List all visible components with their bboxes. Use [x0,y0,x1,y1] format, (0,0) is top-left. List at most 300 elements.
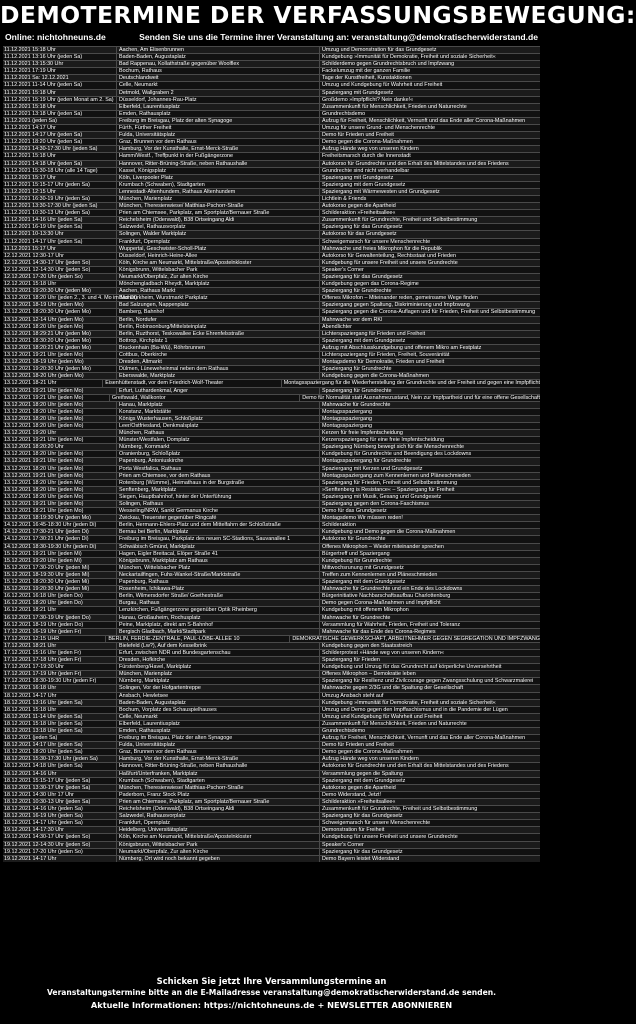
table-row [3,245,540,252]
table-row [3,181,540,188]
table-row [3,741,540,748]
event-datetime: 13.12.2021 18:30:20 Uhr (jeden Mo) [3,338,117,344]
event-datetime: 17.12.2021 18:21 Uhr [3,643,117,649]
event-datetime: 18.12.2021 14:17 Uhr (jeden Sa) [3,742,117,748]
table-row [3,408,540,415]
event-location: Baden-Baden, Augustaplatz [117,54,320,60]
event-description: Spaziergang für Grundrechte [322,288,392,295]
event-location: Prien am Chiemsee, Parkplatz, am Sportplatz/Bernauer Straße [117,799,320,805]
event-datetime: 13.12.2021 18:19:30 Uhr (jeden Mo) [3,515,117,521]
table-row [3,642,540,649]
event-description: Autokorso gegen die Apartheid [322,784,396,791]
event-location: München, Marienplatz [117,671,320,677]
event-location: Solingen, Vor der Hofgartentreppe [117,685,320,691]
event-location: Zwickau, Treuerster gegenüber Ringcafé [117,515,320,521]
event-datetime: 15.12.2021 19:20 Uhr (jeden Mi) [3,558,117,564]
table-row [3,670,540,677]
event-datetime: 18.12.2021 14-17 Uhr (jeden Sa) [3,820,117,826]
event-location: Schwäbisch Gmünd, Marktplatz [117,544,320,550]
table-row [3,209,540,216]
event-description: Bürgertreff und Spaziergang [322,550,390,557]
event-location: Peine, Marktplatz, direkt am S-Bahnhof [117,622,320,628]
event-location: Bottrop, Kirchplatz 1 [117,338,320,344]
event-location: Solingen, Rathaus [117,501,320,507]
event-datetime: 11.12.2021 11-14 Uhr (jeden Sa) [3,82,117,88]
table-row [3,323,540,330]
event-location: Düsseldorf, Johannes-Rau-Platz [117,97,320,103]
event-description: Aufzug mit Abschlusskundgebung und offenem Mikro am Festplatz [322,344,482,351]
event-datetime: 13.12.2021 18-21 Uhr [3,380,103,386]
event-location: Berlin, Ruzthorst, Teskowallee Ecke Ehrenfelsstraße [117,331,320,337]
table-row [3,223,540,230]
table-row [3,81,540,88]
event-description: Autokorso für das Grundgesetz [322,231,397,238]
event-datetime: 13.12.2021 18:20 Uhr (jeden Mo) [3,324,117,330]
event-datetime: 13.12.2021 18:20:30 Uhr (jeden Mo) [3,309,117,315]
event-datetime: 18.12.2021 (jeden Sa) [3,735,117,741]
event-datetime: 14.12.2021 17:30:21 Uhr (jeden Di) [3,536,117,542]
event-description: Umzug Ansbach steht auf [322,692,384,699]
event-datetime: 14.12.2021 17:30-21 Uhr (jeden Di) [3,529,117,535]
event-datetime: 16.12.2021 18:21 Uhr [3,607,117,613]
event-location: Frankfurt, Opernplatz [117,239,320,245]
table-row [3,805,540,812]
event-description: Spaziergang gegen den Corona-Faschismus [322,501,429,507]
event-datetime: 11.12.2021 18:20 Uhr (jeden Sa) [3,139,117,145]
event-description: Spaziergang für das Grundgesetz [322,274,403,280]
event-datetime: 13.12.2021 18-19 Uhr (jeden Mo) [3,302,117,308]
event-datetime: 11.12.2021 13:30-17:30 Uhr (jeden Sa) [3,203,117,209]
event-location: Krumbach (Schwaben), Stadtgarten [117,778,320,784]
website-link[interactable]: Online: nichtohneuns.de [5,32,106,42]
table-row [3,628,540,635]
event-datetime: 13.12.2021 18-19 Uhr (jeden Mo) [3,359,117,365]
event-datetime: 11.12.2021 15:19 Uhr (jeden Monat am 2. Sa) [3,97,117,103]
event-datetime: 13.12.2021 18:20 Uhr (jeden Mo) [3,416,117,422]
table-row [3,358,540,365]
event-location: Porta Westfalica, Rathaus [117,466,320,472]
table-row [3,514,540,521]
event-description: Umzug und Kundgebung für Wahrheit und Freiheit [322,713,443,720]
event-location: Hagen, Eigler Breitacal, Elöper Straße 41 [117,551,320,557]
table-row [3,550,540,557]
table-row [3,110,540,117]
event-location: Bad Rappenau, Kollathstraße gegenüber Woolflex [117,61,320,67]
table-row [3,60,540,67]
event-location: Königsbrunn, Marktplatz am Rathaus [117,558,320,564]
event-datetime: 11.12.2021 14-16 Uhr (jeden Sa) [3,217,117,223]
event-location: Prien am Chiemsee, vor dem Rathaus [117,473,320,479]
table-row [3,273,540,280]
event-datetime: 13.12.2021 19:20:30 Uhr (jeden Mo) [3,366,117,372]
table-row [3,841,540,848]
event-location: Fulda, Universitätsplatz [117,132,320,138]
table-row [3,415,540,422]
event-location: Hamburg, Vor der Kunsthalle, Ernst-Merck-Straße [117,146,320,152]
event-datetime: 11.12.2021 15:15-17 Uhr (jeden Sa) [3,182,117,188]
event-datetime: 13.12.2021 19:21 Uhr (jeden Mo) [3,473,117,479]
event-description: Montagsspaziergang [322,422,373,429]
event-description: Kundgebung gegen das Corona-Regime [322,281,419,288]
event-datetime: 13.12.2021 19:20:30 Uhr (jeden Mo) [3,288,117,294]
event-location: Bochum, Vorplatz des Schauspielhauses [117,707,320,713]
table-row [3,684,540,691]
table-row [3,351,540,358]
event-location: Hamburg, Vor der Kunsthalle, Ernst-Merck-Straße [117,756,320,762]
table-row [3,748,540,755]
table-row [3,436,540,443]
event-location: Oranienburg, Schloßplatz [117,451,320,457]
event-location: Senftenberg, Marktplatz [117,487,320,493]
footer-email-instruction: Veranstaltungstermine bitte an die E-Mailadresse veranstaltung@demokratischerwiderstand.de senden. [46,988,497,997]
table-row [3,337,540,344]
event-location: Königs Wusterhausen, Schloßplatz [117,416,320,422]
event-datetime: 13.12.2021 18:20 Uhr (jeden Mo) [3,402,117,408]
table-row [3,259,540,266]
event-location: Köln, Liverpooler Platz [117,175,320,181]
event-description: Aufzug für Freiheit, Menschlichkeit, Vernunft und das Ende aller Corona-Maßnahmen [322,735,526,742]
event-datetime: 19.12.2021 14-17 Uhr [3,856,117,862]
event-description: Umzug und Demo gegen den Impffaschismus und in die Pandemie der Lügen [322,706,508,713]
table-row [3,777,540,784]
event-location: Prien am Chiemsee, Parkplatz, am Sportplatz/Bernauer Straße [117,210,320,216]
event-description: Aufzug Hände weg von unseren Kindern [322,756,419,763]
event-location: Eberswalde, Marktplatz [117,373,320,379]
event-datetime: 13.12.2021 18:20 Uhr (jeden Mo) [3,487,117,493]
table-row [3,493,540,500]
table-row [3,762,540,769]
event-description: Montagsdemo Wir müssen reden! [322,515,403,522]
event-description: Lichtlein & Friends [322,195,367,202]
event-description: Mahnwache für Grundrechte [322,401,391,408]
event-location: Rotenburg (Wümme), Heimathaus in der Burgstraße [117,480,320,486]
event-location: München, Rathaus [117,430,320,436]
table-row [3,457,540,464]
event-description: Speaker's Corner [322,266,364,273]
event-datetime: 18.12.2021 14-16 Uhr [3,771,117,777]
event-location: Königsbrunn, Wittelsbacher Park [117,842,320,848]
event-location: Nürnberg, Marktplatz [117,678,320,684]
event-datetime: 13.12.2021 18:20 Uhr (jeden Mo) [3,423,117,429]
event-datetime: 14.12.2021 18:30-19:30 Uhr (jeden Di) [3,544,117,550]
event-location: Neckartailfingen, Fuhs-Wankel-Straße/Marktstraße [117,572,320,578]
event-location: Bad Dürkheim, Wurstmarkt Parkplatz [117,295,320,301]
event-location: Paderborn, Franz Stock Platz [117,792,320,798]
event-description: Montagsspaziergang [322,408,373,415]
event-datetime: 13.12.2021 18:29:21 Uhr (jeden Mo) [3,331,117,337]
table-row [3,131,540,138]
table-row [3,117,540,124]
table-row [3,46,540,53]
event-datetime: 14.12.2021 16:45-18:30 Uhr (jeden Di) [3,522,117,528]
event-datetime: 13.12.2021 18:20:21 Uhr (jeden Mo) [3,345,117,351]
event-description: Schweigemarsch für unsere Menschenrechte [322,820,431,827]
table-row [3,713,540,720]
table-row [3,330,540,337]
event-description: Grundrechte sind nicht verhandelbar [322,167,410,174]
table-row [3,500,540,507]
table-row [3,826,540,833]
table-row [3,379,540,386]
event-datetime: 16.12.2021 16:18 Uhr (jeden Do) [3,593,117,599]
event-description: Montagsspaziergang für Grundrechte [322,458,412,465]
event-location: Deutschlandweit [117,75,320,81]
table-row [3,422,540,429]
event-description: Grundrechtsdemo [322,728,366,734]
table-row [3,138,540,145]
event-location: Dresden, Altmarkt [117,359,320,365]
event-description: Zusammenkunft für Menschlichkeit, Frieden und Naturrechte [322,103,467,110]
table-row [3,287,540,294]
event-datetime: 11.12.2021 15:30-18 Uhr (alle 14 Tage) [3,168,117,174]
table-row [3,465,540,472]
event-description: Umzug für unsere Grund- und Menschenrechte [322,125,435,132]
event-location: Berlin, Wilmersdorfer Straße/ Goethestraße [117,593,320,599]
table-row [3,606,540,613]
event-description: Mahnwache und freies Mikrophon für die Republik [322,245,442,252]
table-row [3,195,540,202]
table-row [3,365,540,372]
footer-info-link[interactable]: Aktuelle Informationen: https://nichtohneuns.de + NEWSLETTER ABONNIEREN [90,1000,453,1010]
event-datetime: 18.12.2021 11-14 Uhr (jeden Sa) [3,714,117,720]
event-description: Montagsspaziergang zum Kennenlernen und Pläneschmieden [322,472,471,479]
table-row [3,252,540,259]
event-description: »Senftenberg is Resistance« – Spaziergang für Freiheit [322,486,455,493]
table-row [3,535,540,542]
table-row [3,621,540,628]
event-datetime: 18.12.2021 14:30 Uhr 17 Uhr [3,792,117,798]
table-row [3,727,540,734]
event-datetime: 11.12.2021 15:18 Uhr [3,153,117,159]
event-datetime: 13.12.2021 18:20:20 Uhr [3,444,117,450]
event-datetime: 13.12.2021 19:21 Uhr (jeden Mo) [3,437,117,443]
event-location: Greifswald, Wallkontor [110,395,300,401]
event-location: Hannover, Ritter-Brüning-Straße, neben Rathaushalle [117,161,320,167]
event-datetime: 13.12.2021 19:21 Uhr (jeden Mo) [3,352,117,358]
event-location: Cottbus, Oberkirche [117,352,320,358]
event-datetime: 18.12.2021 15:30-17:30 Uhr (jeden Sa) [3,756,117,762]
event-description: Kundgebung gegen die Corona-Maßnahmen [322,373,429,380]
event-datetime: 13.12.2021 18:20 Uhr (jeden Mo) [3,466,117,472]
event-description: Umzug und Kundgebung für Wahrheit und Freiheit [322,82,443,89]
event-location: Eisenhüttenstadt, vor dem Friedrich-Wolf-Theater [103,380,282,386]
table-row [3,174,540,181]
table-row [3,145,540,152]
event-datetime: 12.12.2021 12:30-17 Uhr [3,253,117,259]
event-datetime: 13.12.2021 18:20 Uhr (jeden Mo) [3,494,117,500]
event-description: Lichterspaziergang für Frieden und Freiheit [322,330,426,337]
event-datetime: 17.12.2021 17-19:30 Uhr [3,664,117,670]
event-location: Neumarkt/Oberpfalz, Zur alten Kirche [117,274,320,280]
table-row [3,280,540,287]
table-row [3,188,540,195]
event-datetime: 11.12.2021 13:16 Uhr (jeden Sa) [3,54,117,60]
event-description: Spaziergang für Grundrechte [322,387,392,394]
event-description: Autokorso für Gewaltenteilung, Rechtsstaat und Frieden [322,252,456,259]
event-location: Ansbach, Hewletsee [117,693,320,699]
event-location: Freiburg im Breisgau, Platz der alten Synagoge [117,118,320,124]
event-location: München, Theresienwiese/ Matthias-Pschorr-Straße [117,203,320,209]
event-description: Kundgebung und Umzug für das Grundrecht auf körperliche Unversehrtheit [322,664,502,671]
event-location: Fulda, Universitätsplatz [117,742,320,748]
event-datetime: 18.12.2021 14:18 Uhr (jeden Sa) [3,763,117,769]
event-location: Nürnberg, Ort wird noch bekannt gegeben [117,856,320,862]
event-description: Umzug und Demonstration für das Grundgesetz [322,47,437,53]
table-row [3,479,540,486]
submission-email-text[interactable]: Senden Sie uns die Termine ihrer Veranstaltung an: veranstaltung@demokratischerwiderstand.de [139,32,538,42]
table-row [3,96,540,103]
table-row [3,443,540,450]
table-row [3,387,540,394]
event-datetime: 11.12.2021 15:18 Uhr [3,47,117,53]
event-description: Zusammenkunft für Menschlichkeit, Frieden und Naturrechte [322,720,467,727]
event-description: Spaziergang für das Grundgesetz [322,848,403,855]
event-datetime: 18.12.2021 16-19 Uhr (jeden Sa) [3,813,117,819]
event-datetime: 17.12.2021 16-19 Uhr (jeden Fr) [3,629,117,635]
event-description: Aufzug Hände weg von unseren Kindern [322,146,419,153]
event-location: München, Wittelsbacher Platz [117,565,320,571]
table-row [3,599,540,606]
event-description: Spaziergang für Resilienz und Zivilcourage gegen Zwangsschulung und Schwarzmalerei [322,678,534,685]
event-location: Konstanz, Marktstätte [117,409,320,415]
event-description: Speaker's Corner [322,841,364,848]
table-row [3,855,540,862]
event-datetime: 11.12.2021 15:17 Uhr [3,175,117,181]
footer-call-to-action: Schicken Sie jetzt Ihre Versammlungstermine an [156,976,387,986]
event-description: Mahnwache gegen 2/3G und die Spaltung der Gesellschaft [322,685,464,692]
event-datetime: 11.12.2021 16-19 Uhr (jeden Sa) [3,224,117,230]
event-description: Kundgebung für Grundrechte [322,557,392,564]
event-datetime: 11.12.2021 14:18 Uhr (jeden Sa) [3,161,117,167]
event-location: Berlin, Hermann-Ehlers-Platz und dem Mittelfahrn der Schloßstraße [117,522,320,528]
event-description: Schilderdemo gegen Grundrechtsbruch und Impfzwang [322,61,455,68]
event-location: Hannover, Ritter-Brüning-Straße, neben Rathaushalle [117,763,320,769]
event-location: Salzwedel, Rathausvorplatz [117,813,320,819]
table-row [3,401,540,408]
table-row [3,160,540,167]
event-datetime: 11.12.2021 10:30-13 Uhr (jeden Sa) [3,210,117,216]
event-datetime: 11.12.2021 12:15 Uhr [3,189,117,195]
event-description: Demo für Frieden und Freiheit [322,742,394,749]
event-description: Demo für das Grundgesetz [322,508,387,515]
page-title: DEMOTERMINE DER VERFASSUNGSBEWEGUNG: [0,1,636,29]
event-location: Aachen, Rathaus Markt [117,288,320,294]
event-description: Abendlichter [322,323,352,330]
event-description: Spaziergang mit Grundgesetz [322,174,394,181]
event-datetime: 12.12.2021 17-20 Uhr (jeden So) [3,274,117,280]
event-location: Köln, Kirche am Neumarkt, Mittelstraße/Apostelnkloster [117,260,320,266]
event-location: Papenburg, Rathaus [117,579,320,585]
event-location: Krumbach (Schwaben), Stadtgarten [117,182,320,188]
event-location: Kassel, Königsplatz [117,168,320,174]
event-location: Berlin, Nordufer [117,317,320,323]
event-datetime: 12.12.2021 14:30-17 Uhr (jeden So) [3,260,117,266]
event-datetime: 11.12.2021 13:18 Uhr (jeden Sa) [3,111,117,117]
event-datetime: 11.12.2021 15:18 Uhr [3,90,117,96]
event-location: Solingen, Walder Marktplatz [117,231,320,237]
event-location: Mönchengladbach Rheydt, Marktplatz [117,281,320,287]
table-row [3,507,540,514]
event-description: Tage der Kunstfreiheit, Kunstaktionen [322,75,412,82]
event-description: Mahnwache für das Ende des Corona-Regimes [322,628,436,635]
event-datetime: 13.12.2021 19:20 Uhr [3,430,117,436]
event-table [3,46,540,972]
event-location: Reichelsheim (Odenwald), B38 Ortseingang Aldi [117,217,320,223]
event-description: Treffen zum Kennenlernen und Pläneschmieden [322,571,438,578]
event-datetime: 13.12.2021 18:20 Uhr (jeden Mo) [3,409,117,415]
event-datetime: 13.12.2021 19:21 Uhr (jeden Mo) [3,388,117,394]
event-description: Kundgebung für Grundrechte und Beendigung des Lockdowns [322,451,472,458]
table-row [3,216,540,223]
table-row [3,543,540,550]
table-row [3,528,540,535]
event-datetime: 18.12.2021 13:16 Uhr (jeden Sa) [3,700,117,706]
event-description: Bürgerinitiative Nachbarschaftsaufbau Charlottenburg [322,593,451,600]
event-location: Hamm/Westf., Treffpunkt in der Fußgängerzone [117,153,320,159]
event-description: Offenes Mikrophon – Demokratie leben [322,671,416,678]
event-description: Spaziergang für Frieden, Freiheit und Selbstbestimmung [322,479,458,486]
event-location: Bernau bei Berlin, Marktplatz [117,529,320,535]
table-row [3,238,540,245]
event-location: Hanau, Marktplatz [117,402,320,408]
event-datetime: 11.12.2021 10-13:30 Uhr [3,231,117,237]
event-location: Detmold, Wallgraben 2 [117,90,320,96]
event-location: Freiburg im Breisgau, Platz der alten Synagoge [117,735,320,741]
event-location: Fürstenberg/Havel, Marktplatz [117,664,320,670]
event-description: Autokorso gegen die Apartheid [322,203,396,210]
event-location: Dülmen, Lüneweheinmal neben dem Rathaus [117,366,320,372]
event-description: Versammlung gegen die Spaltung [322,770,403,777]
table-row [3,301,540,308]
event-description: Spaziergang mit dem Grundgesetz [322,579,406,586]
event-description: Montagsspaziergang für die Wiederherstellung der Grundrechte und der Freiheit und gegen eine Impfpflicht [283,380,540,387]
event-location: Aachen, Am Elisenbrunnen [117,47,320,53]
event-datetime: 17.12.2021 16:18 Uhr [3,685,117,691]
table-row [3,635,540,642]
table-row [3,578,540,585]
event-description: DEMOKRATISCHE GEWERKSCHAFT, ARBEITNEHMER GEGEN SEGREGATION UND IMPFZWANG [292,635,540,642]
event-location: Baden-Baden, Augustaplatz [117,700,320,706]
event-location: Wuppertal, Geschwister-Scholl-Platz [117,246,320,252]
event-location: Frankfurt, Opernplatz [117,820,320,826]
table-row [3,656,540,663]
event-location: BERLIN, FERDIE-ZENTRALE, PAUL-LÖBE-ALLEE 10 [106,636,290,642]
table-row [3,450,540,457]
event-datetime: 11.12.2021 (jeden Sa) [3,118,117,124]
event-datetime: 18.12.2021 18:20 Uhr (jeden Sa) [3,749,117,755]
event-description: Spaziergang für Grundrechte [322,366,392,373]
event-location: Düsseldorf, Heinrich-Heine-Allee [117,253,320,259]
event-location: Bielefeld (Lw?), Auf dem Kesselbrink [117,643,320,649]
table-row [3,230,540,237]
event-location: Leer/Ostfriesland, Denkmalsplatz [117,423,320,429]
event-description: Spaziergang mit Wärmewesten und Grundgesetz [322,188,440,195]
table-row [3,720,540,727]
event-datetime: 11.12.2021 Sa: 12.12.2021 [3,75,117,81]
event-location: Burgau, Rathaus [117,600,320,606]
event-datetime: 18.12.2021 14-16 Uhr (jeden Sa) [3,806,117,812]
table-row [3,74,540,81]
event-description: Mahnwache für Grundrechte und ein Ende des Lockdowns [322,586,463,593]
table-row [3,152,540,159]
event-datetime: 19.12.2021 14:30-17 Uhr (jeden So) [3,834,117,840]
event-description: Kundgebung und Demo gegen die Corona-Maßnahmen [322,529,456,536]
table-row [3,202,540,209]
event-datetime: 19.12.2021 14-17:30 Uhr [3,827,117,833]
event-description: Zusammenkunft für Grundrechte, Freiheit und Selbstbestimmung [322,806,478,813]
event-location: Celle, Neumarkt [117,714,320,720]
table-row [3,266,540,273]
